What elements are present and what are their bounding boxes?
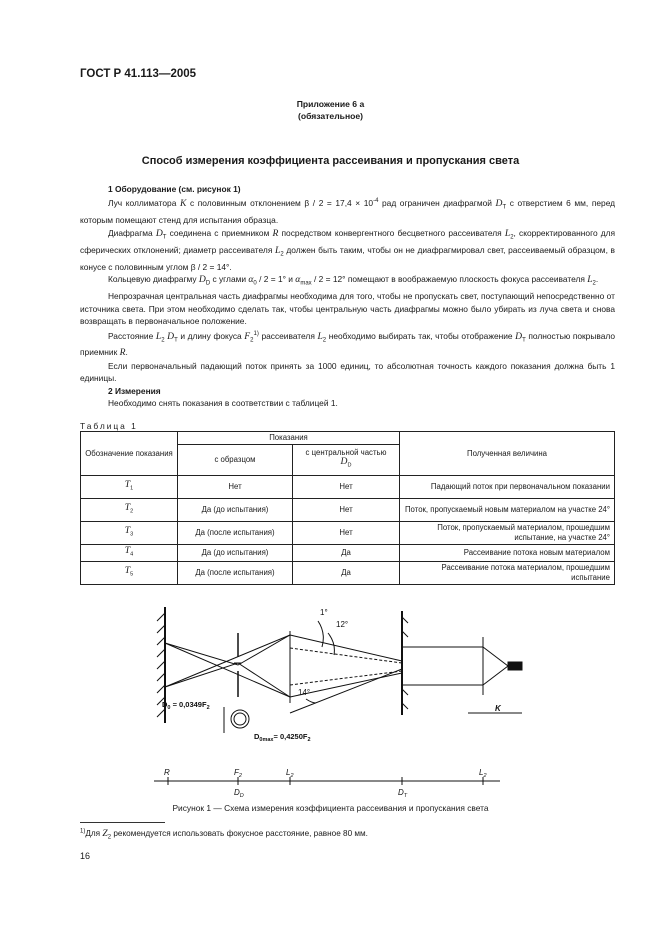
table-row	[81, 475, 615, 498]
light-source	[508, 662, 522, 670]
table-caption: Таблица 1	[80, 421, 138, 431]
angle-14-label: 14°	[298, 688, 311, 697]
ray-lower	[165, 663, 290, 697]
beam-top	[290, 635, 402, 661]
row-center: Нет	[293, 498, 400, 521]
k-label: K	[495, 704, 501, 713]
document-header: ГОСТ Р 41.113—2005	[80, 68, 197, 80]
axis-label-l2b: $L_2$	[479, 768, 487, 779]
angle-12-label: 12°	[336, 620, 349, 629]
header-with-sample: с образцом	[178, 444, 293, 475]
row-symbol: $T_5$	[81, 561, 178, 584]
annex-title: Приложение 6 а	[296, 99, 365, 109]
annex-status: (обязательное)	[297, 111, 364, 121]
table-row	[81, 544, 615, 561]
axis-label-r: R	[164, 768, 170, 777]
row-sample: Да (после испытания)	[178, 521, 293, 544]
row-center: Нет	[293, 475, 400, 498]
ray-cross-b	[165, 643, 290, 697]
header-with-center: с центральной частью $D_D$	[293, 444, 400, 475]
angle-arc-14	[306, 699, 316, 703]
measurement-scheme-figure	[150, 603, 530, 799]
footnote-separator	[80, 822, 165, 823]
angle-1-label: 1°	[320, 608, 328, 617]
section-2-heading: 2 Измерения	[108, 385, 161, 396]
section-1-heading: 1 Оборудование (см. рисунок 1)	[108, 184, 241, 194]
annex-heading	[0, 98, 661, 122]
d0-label: $D_0 = 0,0349F_2$	[162, 700, 210, 711]
paragraph-1: Луч коллиматора K с половинным отклонением $\beta / 2 = 17,4 \times 10^{-4}$ рад ограничен диафрагмой $D_T$ с отверстием 6 мм, перед которым помещают стенд для испытания образца.	[80, 198, 616, 226]
axis-label-d1: $D_T$	[398, 788, 408, 799]
paragraph-3: Кольцевую диафрагму $D_D$ с углами $\alpha_0 / 2 = 1^\circ$ и $\alpha_{max} / 2 = 12^\circ$ помещают в воображаемую плоскость фокуса рассеивателя $L_2$.	[108, 274, 599, 287]
figure-caption: Рисунок 1 — Схема измерения коэффициента рассеивания и пропускания света	[172, 803, 489, 813]
row-sample: Да (после испытания)	[178, 561, 293, 584]
axis-label-dd: $D_D$	[234, 788, 244, 799]
row-sample: Да (до испытания)	[178, 544, 293, 561]
row-result: Рассеивание потока новым материалом	[400, 544, 615, 561]
header-result: Полученная величина	[400, 432, 615, 476]
paragraph-6: Если первоначальный падающий поток принять за 1000 единиц, то абсолютная точность каждого показания должна быть 1 единицы.	[80, 360, 615, 384]
row-result: Падающий поток при первоначальном показании	[400, 475, 615, 498]
row-result: Поток, пропускаемый материалом, прошедшим испытание, на участке 24°	[400, 521, 615, 544]
dmax-label: $D_{0max}= 0,4250F_2$	[254, 732, 311, 743]
row-sample: Да (до испытания)	[178, 498, 293, 521]
page-number: 16	[80, 851, 91, 861]
row-symbol: $T_4$	[81, 544, 178, 561]
row-center: Нет	[293, 521, 400, 544]
row-symbol: $T_2$	[81, 498, 178, 521]
header-designation: Обозначение показания	[81, 432, 178, 476]
paragraph-7: Необходимо снять показания в соответствии с таблицей 1.	[108, 398, 338, 409]
angle-arc-1	[318, 621, 323, 647]
paragraph-4: Непрозрачная центральная часть диафрагмы необходима для того, чтобы не пропускать свет, поступающий непосредственно от источника света. При этом необходимо сделать так, чтобы центральную часть диафрагмы можно было убирать из луча света и снова возвращать в первоначальное положение.	[80, 291, 615, 327]
beam-inner-bottom	[290, 671, 402, 685]
paragraph-2: Диафрагма $D_T$ соединена с приемником R посредством конвергентного бесцветного рассеивателя $L_2$, скорректированного для сферических отклонений; диаметр рассеивателя $L_2$ должен быть таким, чтобы он не диафрагмировал свет, рассеиваемый образцом, в конусе с половинным углом β / 2 = 14°.	[80, 227, 616, 272]
row-symbol: $T_1$	[81, 475, 178, 498]
ray-cross-a	[165, 635, 290, 687]
axis-label-l2a: $L_2$	[286, 768, 294, 779]
source-cone	[483, 647, 508, 685]
row-result: Рассеивание потока материалом, прошедшим испытание	[400, 561, 615, 584]
footnote: $^{1)}$Для $Z_2$ рекомендуется использовать фокусное расстояние, равное 80 мм.	[80, 828, 368, 841]
table-row	[81, 498, 615, 521]
paragraph-5: Расстояние $L_2$ $D_T$ и длину фокуса $F_2^{1)}$ рассеивателя $L_2$ необходимо выбирать так, чтобы отображение $D_T$ полностью покрывало приемник R.	[80, 330, 616, 359]
axis-label-f2: $F_2$	[234, 768, 242, 779]
table-row	[81, 521, 615, 544]
sample-diaphragm	[402, 611, 408, 715]
section-title: Способ измерения коэффициента рассеивания и пропускания света	[141, 155, 520, 167]
table-row	[81, 561, 615, 584]
beam-inner-top	[290, 648, 402, 663]
d0-ring-inner	[234, 713, 246, 725]
readings-table	[80, 431, 615, 585]
row-sample: Нет	[178, 475, 293, 498]
row-center: Да	[293, 561, 400, 584]
body-text	[80, 183, 615, 409]
header-readings: Показания	[178, 432, 400, 445]
row-result: Поток, пропускаемый новым материалом на участке 24°	[400, 498, 615, 521]
row-center: Да	[293, 544, 400, 561]
row-symbol: $T_3$	[81, 521, 178, 544]
